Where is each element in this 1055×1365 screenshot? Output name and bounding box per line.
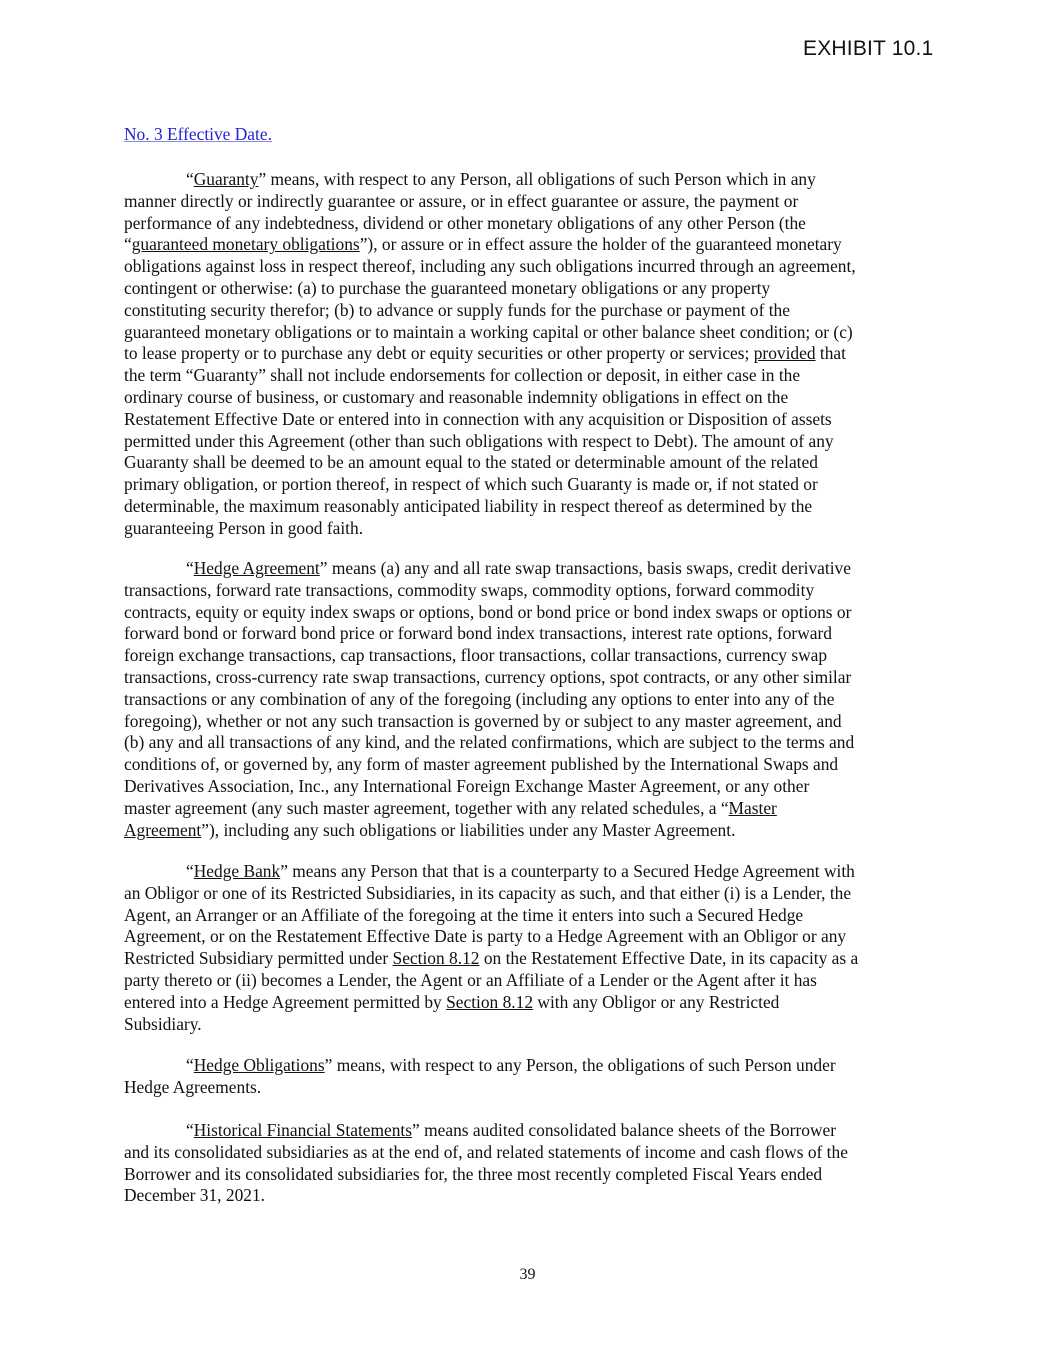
text-line bbox=[124, 905, 944, 927]
text-line bbox=[124, 387, 944, 409]
defined-term: Master bbox=[728, 797, 777, 818]
text-line bbox=[124, 1164, 944, 1186]
body-text: December 31, 2021. bbox=[124, 1185, 266, 1206]
defined-term: Hedge Obligations bbox=[193, 1055, 325, 1075]
body-text: foreign exchange transactions, cap transactions, floor transactions, collar transactions, currency swap bbox=[124, 645, 828, 666]
body-text: conditions of, or governed by, any form of master agreement published by the International Swaps and bbox=[124, 754, 839, 775]
text-line bbox=[124, 1142, 944, 1164]
text-line bbox=[124, 300, 944, 322]
text-line bbox=[124, 431, 944, 453]
defined-term: Hedge Bank bbox=[193, 861, 281, 881]
body-text: that bbox=[815, 343, 846, 364]
text-line bbox=[124, 1077, 944, 1099]
body-text: Agreement, or on the Restatement Effective Date is party to a Hedge Agreement with an Obligor or any bbox=[124, 926, 847, 947]
body-text: ordinary course of business, or customary and reasonable indemnity obligations in effect on the bbox=[124, 386, 789, 407]
definition-paragraph bbox=[124, 169, 944, 540]
text-line bbox=[124, 1055, 944, 1077]
text-line bbox=[124, 409, 944, 431]
body-text: obligations against loss in respect thereof, including any such obligations incurred through an agreement, bbox=[124, 256, 856, 277]
text-line bbox=[124, 278, 944, 300]
text-line bbox=[124, 234, 944, 256]
definition-paragraph bbox=[124, 1055, 944, 1099]
section-reference: Section 8.12 bbox=[392, 948, 480, 969]
text-line bbox=[124, 776, 944, 798]
body-text: transactions or any combination of any of the foregoing (including any options to enter into any of the bbox=[124, 688, 835, 709]
body-text: “ bbox=[186, 558, 194, 578]
body-text: “ bbox=[186, 1120, 194, 1140]
definition-paragraph bbox=[124, 1120, 944, 1207]
text-line bbox=[124, 602, 944, 624]
section-reference: Section 8.12 bbox=[446, 991, 534, 1012]
body-text: “ bbox=[124, 234, 132, 255]
text-line bbox=[124, 343, 944, 365]
exhibit-label: EXHIBIT 10.1 bbox=[803, 37, 934, 60]
text-line bbox=[124, 1185, 944, 1207]
body-text: primary obligation, or portion thereof, in respect of which such Guaranty is made or, if not stated or bbox=[124, 474, 818, 495]
text-line bbox=[124, 798, 944, 820]
definition-paragraph bbox=[124, 861, 944, 1035]
text-line bbox=[124, 667, 944, 689]
body-text: with any Obligor or any Restricted bbox=[533, 991, 780, 1012]
body-text: “ bbox=[186, 861, 194, 881]
text-line bbox=[124, 474, 944, 496]
body-text: guaranteeing Person in good faith. bbox=[124, 517, 364, 538]
body-text: ” means (a) any and all rate swap transactions, basis swaps, credit derivative bbox=[319, 558, 851, 578]
definition-paragraph bbox=[124, 558, 944, 841]
text-line bbox=[124, 883, 944, 905]
text-line bbox=[124, 580, 944, 602]
defined-term: provided bbox=[753, 343, 816, 364]
body-text: guaranteed monetary obligations or to maintain a working capital or other balance sheet condition; or (c) bbox=[124, 321, 853, 342]
body-text: contracts, equity or equity index swaps or options, bond or bond price or bond index swaps or options or bbox=[124, 601, 852, 622]
body-text: performance of any indebtedness, dividend or other monetary obligations of any other Person (the bbox=[124, 212, 806, 233]
body-text: constituting security therefor; (b) to advance or supply funds for the purchase or payment of the bbox=[124, 299, 790, 320]
body-text: ” means audited consolidated balance sheets of the Borrower bbox=[412, 1120, 837, 1140]
body-text: Restatement Effective Date or entered into in connection with any acquisition or Disposition of assets bbox=[124, 408, 832, 429]
body-text: ”), or assure or in effect assure the holder of the guaranteed monetary bbox=[359, 234, 842, 255]
text-line bbox=[124, 1120, 944, 1142]
text-line bbox=[124, 645, 944, 667]
body-text: transactions, cross-currency rate swap transactions, currency options, spot contracts, or any other similar bbox=[124, 666, 852, 687]
body-text: (b) any and all transactions of any kind, and the related confirmations, which are subject to the terms and bbox=[124, 732, 855, 753]
text-line bbox=[124, 926, 944, 948]
text-line bbox=[124, 213, 944, 235]
text-line bbox=[124, 948, 944, 970]
body-text: Subsidiary. bbox=[124, 1013, 202, 1034]
body-text: ” means, with respect to any Person, all obligations of such Person which in any bbox=[258, 169, 816, 189]
text-line bbox=[124, 256, 944, 278]
text-line bbox=[124, 732, 944, 754]
body-text: ”), including any such obligations or liabilities under any Master Agreement. bbox=[201, 819, 736, 840]
text-line bbox=[124, 623, 944, 645]
body-text: Agent, an Arranger or an Affiliate of the foregoing at the time it enters into such a Secured Hedge bbox=[124, 904, 804, 925]
body-text: foregoing), whether or not any such transaction is governed by or subject to any master agreement, and bbox=[124, 710, 842, 731]
body-text: entered into a Hedge Agreement permitted by bbox=[124, 991, 447, 1012]
defined-term: Guaranty bbox=[193, 169, 259, 189]
body-text: contingent or otherwise: (a) to purchase the guaranteed monetary obligations or any property bbox=[124, 277, 771, 298]
body-text: manner directly or indirectly guarantee or assure, or in effect guarantee or assure, the payment or bbox=[124, 190, 799, 211]
body-text: “ bbox=[186, 1055, 194, 1075]
text-line bbox=[124, 558, 944, 580]
text-line bbox=[124, 754, 944, 776]
text-line bbox=[124, 169, 944, 191]
body-text: to lease property or to purchase any debt or equity securities or other property or services; bbox=[124, 343, 754, 364]
defined-term: Historical Financial Statements bbox=[193, 1120, 413, 1140]
text-line bbox=[124, 992, 944, 1014]
text-line bbox=[124, 689, 944, 711]
body-text: Borrower and its consolidated subsidiaries for, the three most recently completed Fiscal Years ended bbox=[124, 1163, 823, 1184]
body-text: permitted under this Agreement (other than such obligations with respect to Debt). The amount of any bbox=[124, 430, 834, 451]
text-line bbox=[124, 1014, 944, 1036]
page-number: 39 bbox=[519, 1266, 536, 1283]
body-text: transactions, forward rate transactions, commodity swaps, commodity options, forward commodity bbox=[124, 579, 815, 600]
text-line bbox=[124, 711, 944, 733]
body-text: on the Restatement Effective Date, in its capacity as a bbox=[479, 948, 859, 969]
body-text: forward bond or forward bond price or forward bond index transactions, interest rate options, forward bbox=[124, 623, 832, 644]
effective-date-link[interactable]: No. 3 Effective Date. bbox=[124, 124, 272, 144]
text-line bbox=[124, 970, 944, 992]
defined-term: Agreement bbox=[124, 819, 202, 840]
body-text: Restricted Subsidiary permitted under bbox=[124, 948, 393, 969]
body-text: ” means any Person that that is a counterparty to a Secured Hedge Agreement with bbox=[280, 861, 855, 881]
body-text: ” means, with respect to any Person, the obligations of such Person under bbox=[324, 1055, 836, 1075]
text-line bbox=[124, 861, 944, 883]
body-text: and its consolidated subsidiaries as at the end of, and related statements of income and cash flows of the bbox=[124, 1141, 848, 1162]
text-line bbox=[124, 322, 944, 344]
text-line bbox=[124, 191, 944, 213]
defined-term: guaranteed monetary obligations bbox=[131, 234, 360, 255]
body-text: an Obligor or one of its Restricted Subsidiaries, in its capacity as such, and that either (i) is a Lender, the bbox=[124, 882, 852, 903]
text-line bbox=[124, 518, 944, 540]
defined-term: Hedge Agreement bbox=[193, 558, 320, 578]
text-line bbox=[124, 365, 944, 387]
text-line bbox=[124, 820, 944, 842]
body-text: Guaranty shall be deemed to be an amount equal to the stated or determinable amount of the related bbox=[124, 452, 818, 473]
text-line bbox=[124, 496, 944, 518]
body-text: Derivatives Association, Inc., any International Foreign Exchange Master Agreement, or any other bbox=[124, 775, 810, 796]
body-text: party thereto or (ii) becomes a Lender, the Agent or an Affiliate of a Lender or the Agent after it has bbox=[124, 969, 817, 990]
body-text: master agreement (any such master agreement, together with any related schedules, a “ bbox=[124, 797, 729, 818]
body-text: determinable, the maximum reasonably anticipated liability in respect thereof as determined by the bbox=[124, 495, 813, 516]
text-line bbox=[124, 452, 944, 474]
body-text: “ bbox=[186, 169, 194, 189]
body-text: Hedge Agreements. bbox=[124, 1076, 262, 1097]
body-text: the term “Guaranty” shall not include endorsements for collection or deposit, in either case in the bbox=[124, 365, 801, 386]
